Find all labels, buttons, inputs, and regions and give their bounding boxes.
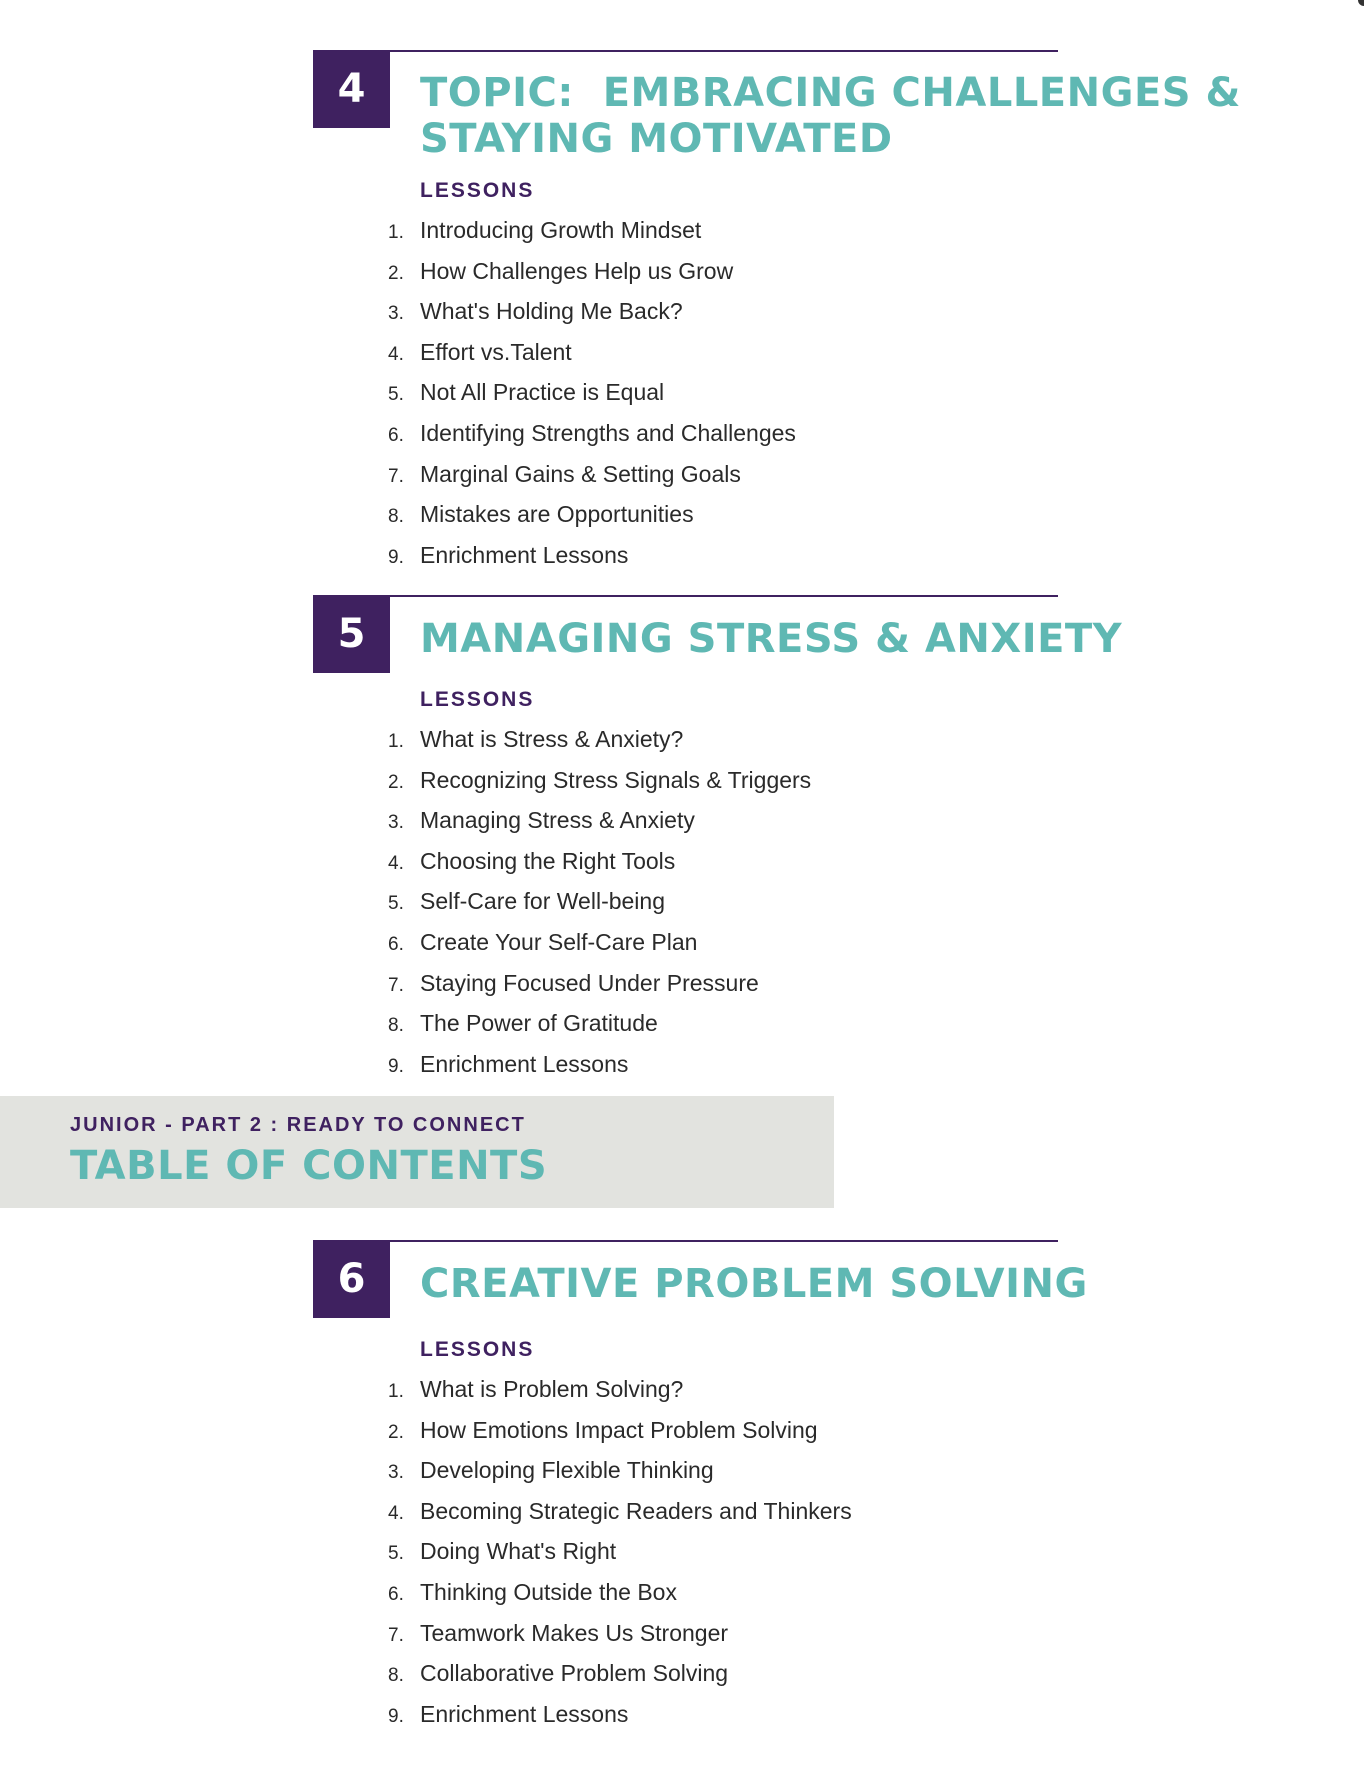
list-item bbox=[388, 888, 811, 929]
lesson-number: 8. bbox=[388, 1015, 404, 1037]
lesson-title: Thinking Outside the Box bbox=[420, 1578, 677, 1605]
lesson-number: 9. bbox=[388, 546, 404, 568]
lesson-number: 5. bbox=[388, 384, 404, 406]
list-item bbox=[388, 1417, 852, 1458]
list-item bbox=[388, 1579, 852, 1620]
lesson-number: 9. bbox=[388, 1705, 404, 1727]
lesson-number: 3. bbox=[388, 303, 404, 325]
section-title bbox=[420, 1261, 1088, 1307]
list-item bbox=[388, 929, 811, 970]
lesson-title: How Emotions Impact Problem Solving bbox=[420, 1416, 818, 1443]
lesson-number: 9. bbox=[388, 1055, 404, 1077]
list-item bbox=[388, 217, 796, 258]
lesson-title: Enrichment Lessons bbox=[420, 1700, 629, 1727]
list-item bbox=[388, 461, 796, 502]
list-item bbox=[388, 726, 811, 767]
section-title-line-1: TOPIC: EMBRACING CHALLENGES & bbox=[420, 70, 1241, 116]
lesson-number: 4. bbox=[388, 343, 404, 365]
toc-subtitle: JUNIOR - PART 2 : READY TO CONNECT bbox=[70, 1114, 526, 1136]
section-title bbox=[420, 616, 1122, 662]
lesson-number: 6. bbox=[388, 1583, 404, 1605]
lesson-number: 8. bbox=[388, 1665, 404, 1687]
lesson-title: Identifying Strengths and Challenges bbox=[420, 419, 796, 446]
lesson-title: Introducing Growth Mindset bbox=[420, 217, 702, 243]
list-item bbox=[388, 1538, 852, 1579]
section-number-badge: 6 bbox=[313, 1241, 390, 1318]
lesson-title: Enrichment Lessons bbox=[420, 1050, 629, 1077]
list-item bbox=[388, 1376, 852, 1417]
list-item bbox=[388, 1051, 811, 1092]
corner-mark bbox=[1358, 0, 1364, 6]
lesson-number: 2. bbox=[388, 1421, 404, 1443]
lesson-title: Staying Focused Under Pressure bbox=[420, 969, 759, 996]
lesson-number: 3. bbox=[388, 1462, 404, 1484]
lesson-title: Teamwork Makes Us Stronger bbox=[420, 1619, 729, 1646]
list-item bbox=[388, 1457, 852, 1498]
list-item bbox=[388, 1701, 852, 1742]
lesson-number: 2. bbox=[388, 262, 404, 284]
lessons-label: LESSONS bbox=[420, 1338, 535, 1361]
lesson-number: 7. bbox=[388, 974, 404, 996]
lessons-label: LESSONS bbox=[420, 179, 535, 202]
lessons-label: LESSONS bbox=[420, 688, 535, 711]
lesson-title: Managing Stress & Anxiety bbox=[420, 807, 695, 834]
section-rule bbox=[313, 595, 1058, 597]
section-rule bbox=[313, 1240, 1058, 1242]
lesson-title: Self-Care for Well-being bbox=[420, 888, 666, 915]
lesson-number: 6. bbox=[388, 933, 404, 955]
lesson-number: 4. bbox=[388, 1502, 404, 1524]
list-item bbox=[388, 379, 796, 420]
section-rule bbox=[313, 50, 1058, 52]
lesson-title: Enrichment Lessons bbox=[420, 541, 629, 568]
toc-header-band bbox=[0, 1096, 834, 1208]
lesson-list bbox=[388, 726, 811, 1091]
lesson-number: 7. bbox=[388, 465, 404, 487]
lesson-list bbox=[388, 217, 796, 582]
lesson-title: Collaborative Problem Solving bbox=[420, 1660, 729, 1687]
toc-title: TABLE OF CONTENTS bbox=[70, 1143, 548, 1189]
list-item bbox=[388, 258, 796, 299]
lesson-number: 1. bbox=[388, 1381, 404, 1402]
section-number-badge: 5 bbox=[313, 596, 390, 673]
lesson-number: 2. bbox=[388, 771, 404, 793]
list-item bbox=[388, 542, 796, 583]
lesson-list bbox=[388, 1376, 852, 1741]
lesson-title: Doing What's Right bbox=[420, 1538, 617, 1565]
lesson-number: 4. bbox=[388, 852, 404, 874]
section-title-line-2: STAYING MOTIVATED bbox=[420, 116, 893, 162]
section-number-badge: 4 bbox=[313, 51, 390, 128]
section-title bbox=[420, 70, 1241, 162]
lesson-number: 8. bbox=[388, 506, 404, 528]
list-item bbox=[388, 1498, 852, 1539]
lesson-title: Create Your Self-Care Plan bbox=[420, 928, 698, 955]
lesson-title: What's Holding Me Back? bbox=[420, 298, 683, 325]
lesson-title: Mistakes are Opportunities bbox=[420, 501, 694, 528]
lesson-title: Marginal Gains & Setting Goals bbox=[420, 460, 741, 487]
lesson-number: 3. bbox=[388, 812, 404, 834]
list-item bbox=[388, 339, 796, 380]
lesson-title: What is Problem Solving? bbox=[420, 1376, 684, 1402]
lesson-title: Choosing the Right Tools bbox=[420, 847, 676, 874]
list-item bbox=[388, 1660, 852, 1701]
lesson-title: Effort vs.Talent bbox=[420, 338, 572, 365]
lesson-title: Recognizing Stress Signals & Triggers bbox=[420, 766, 812, 793]
lesson-number: 1. bbox=[388, 731, 404, 752]
list-item bbox=[388, 848, 811, 889]
list-item bbox=[388, 767, 811, 808]
lesson-title: Becoming Strategic Readers and Thinkers bbox=[420, 1497, 852, 1524]
lesson-number: 5. bbox=[388, 1543, 404, 1565]
section-title-line-1: MANAGING STRESS & ANXIETY bbox=[420, 616, 1123, 662]
section-title-line-1: CREATIVE PROBLEM SOLVING bbox=[420, 1261, 1088, 1307]
lesson-number: 5. bbox=[388, 893, 404, 915]
list-item bbox=[388, 501, 796, 542]
lesson-title: The Power of Gratitude bbox=[420, 1010, 658, 1037]
list-item bbox=[388, 1620, 852, 1661]
lesson-number: 6. bbox=[388, 424, 404, 446]
lesson-title: Not All Practice is Equal bbox=[420, 379, 665, 406]
list-item bbox=[388, 970, 811, 1011]
list-item bbox=[388, 1010, 811, 1051]
list-item bbox=[388, 298, 796, 339]
lesson-number: 1. bbox=[388, 222, 404, 243]
lesson-title: How Challenges Help us Grow bbox=[420, 257, 734, 284]
list-item bbox=[388, 420, 796, 461]
lesson-title: Developing Flexible Thinking bbox=[420, 1457, 714, 1484]
lesson-number: 7. bbox=[388, 1624, 404, 1646]
lesson-title: What is Stress & Anxiety? bbox=[420, 726, 684, 752]
list-item bbox=[388, 807, 811, 848]
